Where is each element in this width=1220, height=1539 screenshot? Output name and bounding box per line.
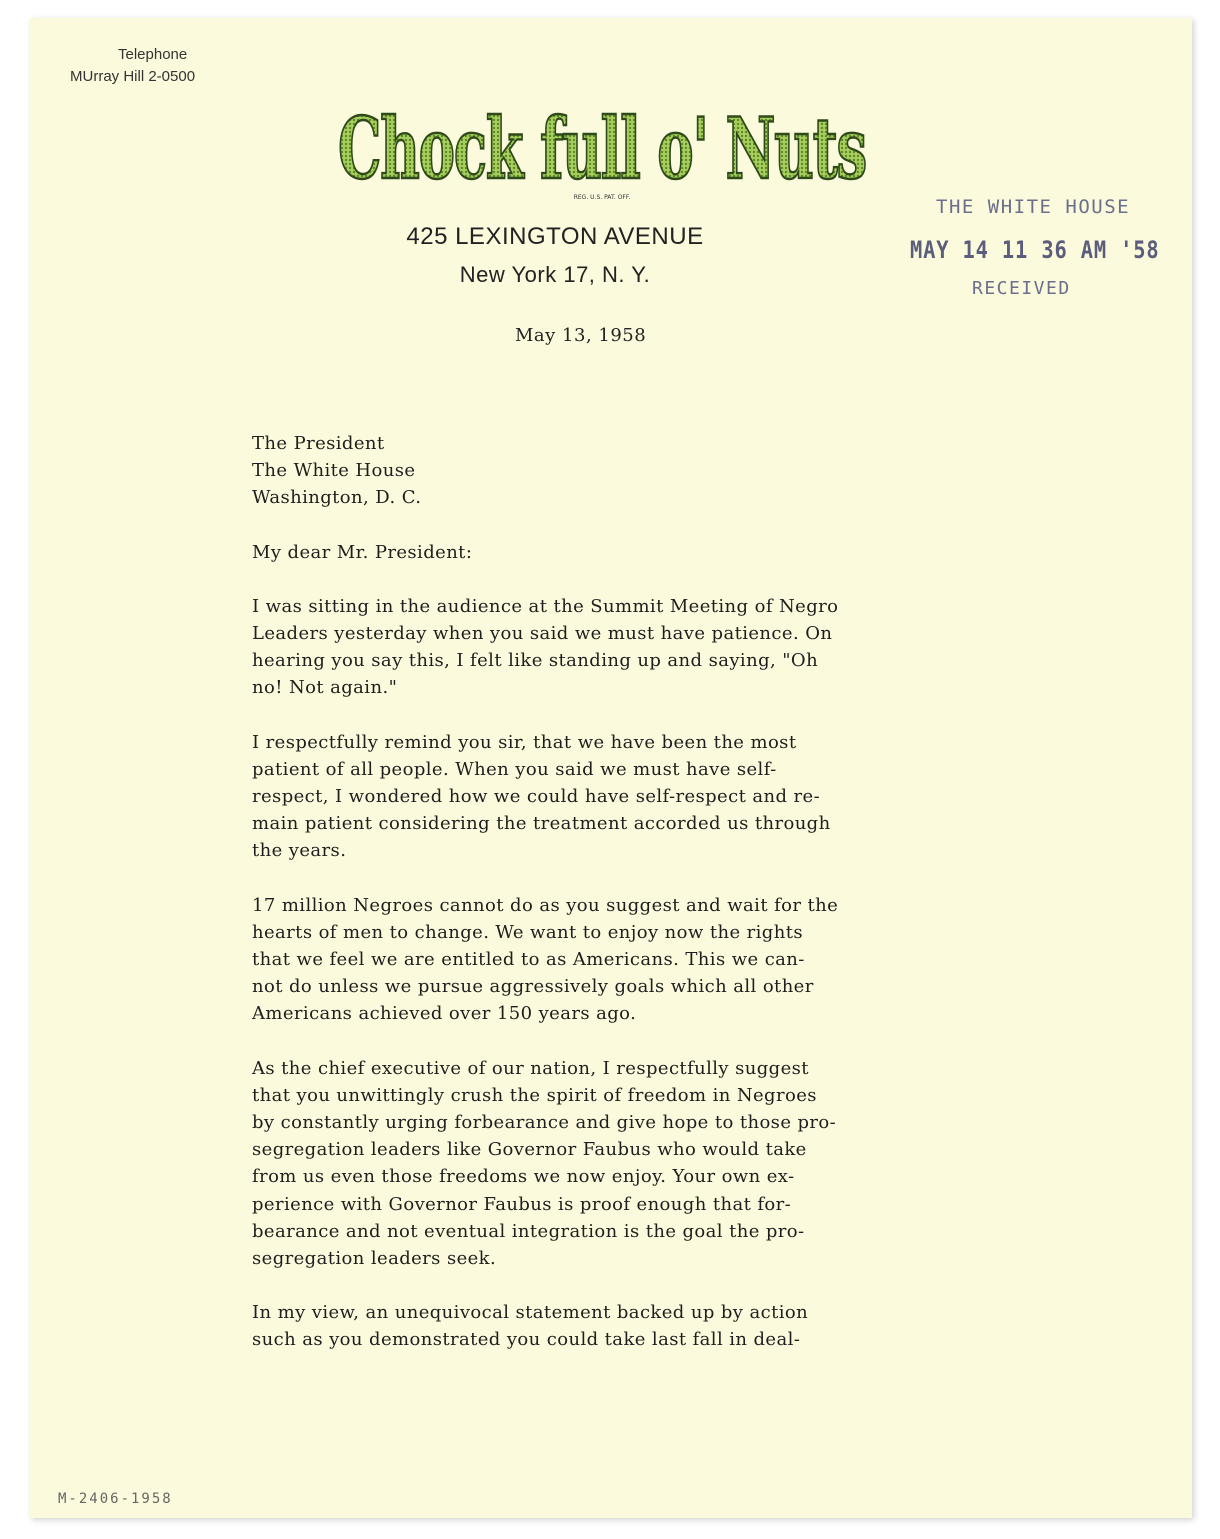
stamp-line-1: THE WHITE HOUSE: [936, 196, 1131, 218]
logo-small-print: REG. U.S. PAT. OFF.: [573, 194, 631, 201]
recipient-block: [252, 430, 992, 512]
paragraph-1: [252, 593, 992, 702]
text-line: hearing you say this, I felt like standing up and saying, "Oh: [252, 650, 819, 672]
telephone-block: [70, 44, 270, 88]
text-line: the years.: [252, 840, 347, 862]
text-line: that we feel we are entitled to as Americans. This we can-: [252, 949, 805, 971]
paragraph-4: [252, 1055, 992, 1273]
stamp-line-3: RECEIVED: [972, 278, 1071, 299]
recipient-line: The President: [252, 433, 385, 454]
text-line: not do unless we pursue aggressively goals which all other: [252, 976, 814, 998]
text-line: such as you demonstrated you could take last fall in deal-: [252, 1329, 801, 1351]
recipient-line: Washington, D. C.: [252, 487, 422, 509]
text-line: I was sitting in the audience at the Summit Meeting of Negro: [252, 595, 839, 617]
text-line: I respectfully remind you sir, that we have been the most: [252, 731, 797, 753]
text-line: Leaders yesterday when you said we must have patience. On: [252, 623, 833, 645]
paragraph-3: [252, 892, 992, 1028]
letter-date: May 13, 1958: [515, 325, 647, 346]
paragraph-5: [252, 1299, 992, 1353]
chock-full-o-nuts-logo: [332, 98, 872, 208]
telephone-number: MUrray Hill 2-0500: [70, 68, 196, 85]
text-line: segregation leaders like Governor Faubus who would take: [252, 1139, 807, 1161]
footer-file-mark: M-2406-1958: [58, 1491, 173, 1507]
text-line: Americans achieved over 150 years ago.: [252, 1003, 637, 1025]
text-line: that you unwittingly crush the spirit of freedom in Negroes: [252, 1084, 817, 1106]
telephone-label: Telephone: [118, 46, 188, 63]
text-line: patient of all people. When you said we must have self-: [252, 758, 777, 780]
text-line: perience with Governor Faubus is proof enough that for-: [252, 1193, 792, 1215]
letterhead-address: [390, 222, 720, 290]
stamp-line-2: MAY 14 11 36 AM '58: [910, 236, 1160, 264]
street-address: 425 LEXINGTON AVENUE: [406, 223, 704, 250]
text-line: main patient considering the treatment accorded us through: [252, 813, 831, 835]
text-line: no! Not again.": [252, 677, 398, 699]
letter-body: [252, 430, 992, 1381]
recipient-line: The White House: [252, 460, 416, 482]
text-line: In my view, an unequivocal statement backed up by action: [252, 1302, 809, 1324]
city-address: New York 17, N. Y.: [459, 262, 651, 287]
text-line: from us even those freedoms we now enjoy. Your own ex-: [252, 1166, 795, 1188]
paragraph-2: [252, 729, 992, 865]
received-stamp: [910, 196, 1170, 299]
text-line: bearance and not eventual integration is the goal the pro-: [252, 1220, 805, 1242]
text-line: hearts of men to change. We want to enjoy now the rights: [252, 921, 803, 943]
text-line: by constantly urging forbearance and give hope to those pro-: [252, 1112, 837, 1134]
salutation: My dear Mr. President:: [252, 541, 473, 563]
svg-text:Chock full o' Nuts: Chock full o' Nuts: [338, 99, 866, 198]
text-line: respect, I wondered how we could have self-respect and re-: [252, 786, 821, 808]
text-line: 17 million Negroes cannot do as you suggest and wait for the: [252, 894, 839, 916]
text-line: As the chief executive of our nation, I respectfully suggest: [252, 1057, 809, 1079]
text-line: segregation leaders seek.: [252, 1248, 497, 1270]
